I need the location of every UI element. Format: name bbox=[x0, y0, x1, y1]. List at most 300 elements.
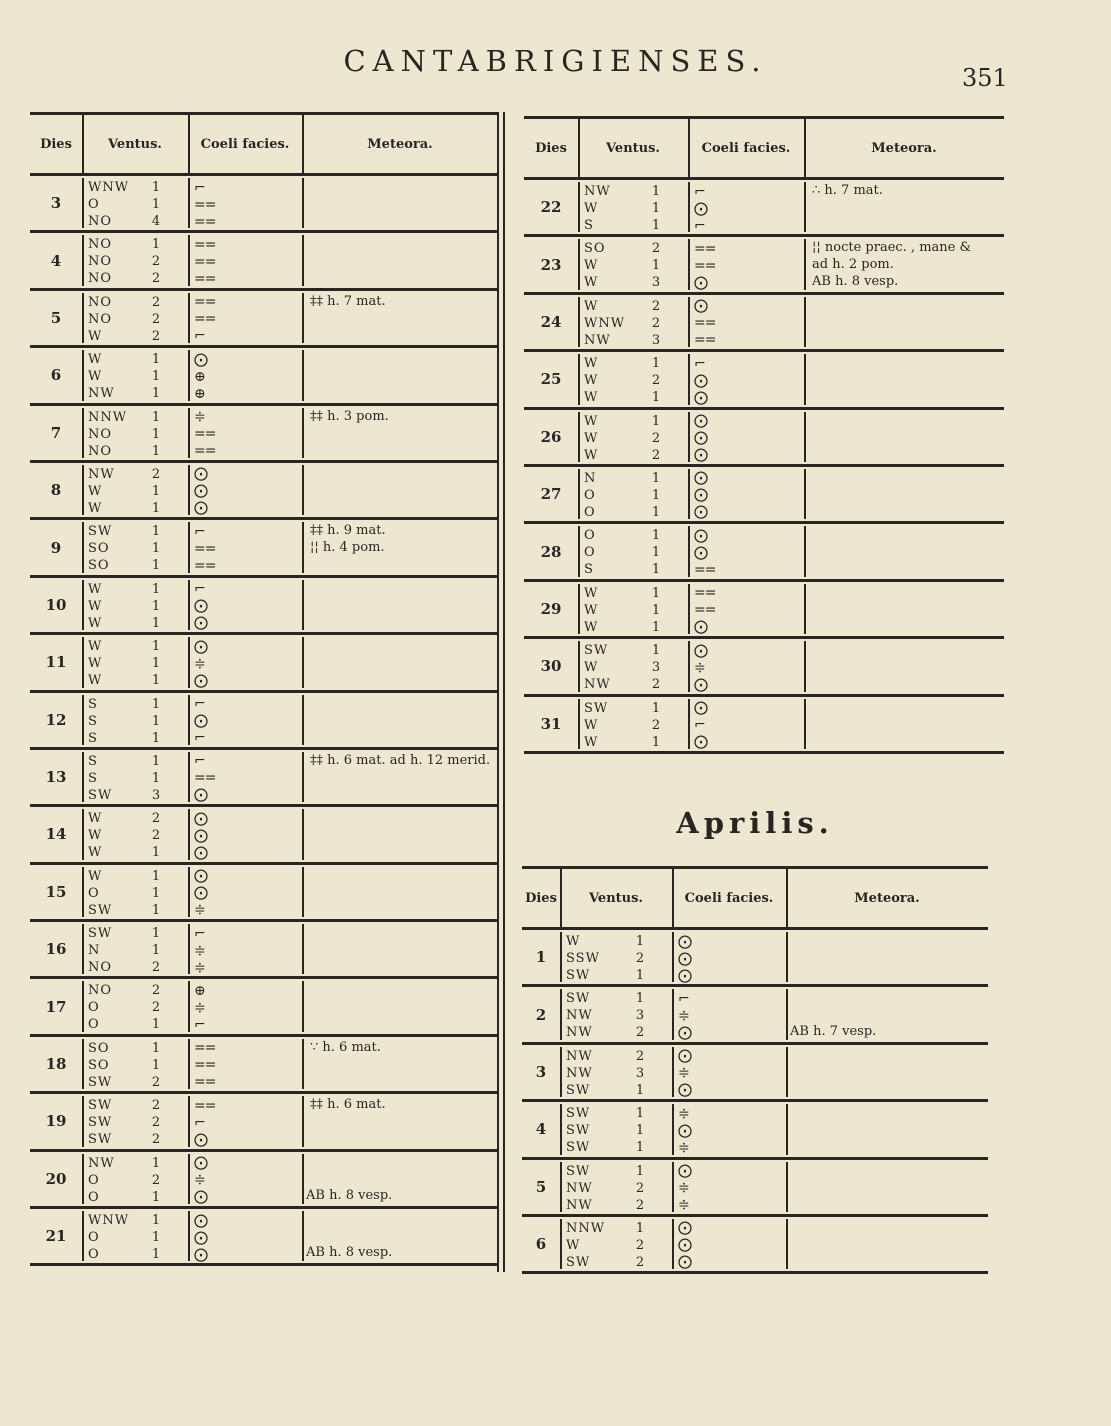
sky-clear-icon: ⨀ bbox=[678, 950, 691, 967]
sky-partly-cloudy-icon: ⌐ bbox=[694, 717, 705, 734]
sky-clear-icon: ⨀ bbox=[678, 1254, 691, 1271]
column-rule bbox=[672, 932, 674, 982]
sky-clear-icon: ⨀ bbox=[194, 787, 207, 804]
day-number: 5 bbox=[50, 308, 62, 327]
wind-force: 1 bbox=[635, 991, 645, 1007]
wind-direction: SW bbox=[88, 1098, 113, 1114]
wind-reading bbox=[88, 730, 184, 747]
header-dies: Dies bbox=[40, 136, 72, 152]
column-rule bbox=[688, 412, 690, 462]
wind-reading bbox=[584, 470, 684, 487]
day-number: 19 bbox=[45, 1112, 67, 1131]
sky-overcast-icon: == bbox=[194, 1074, 216, 1091]
wind-force: 1 bbox=[151, 1189, 161, 1205]
column-rule bbox=[302, 522, 304, 572]
wind-force: 2 bbox=[635, 1025, 645, 1041]
wind-direction: W bbox=[88, 828, 103, 844]
wind-direction: W bbox=[584, 660, 599, 676]
sky-partly-cloudy-icon: ⌐ bbox=[194, 328, 205, 345]
column-rule bbox=[188, 752, 190, 802]
wind-reading bbox=[88, 598, 184, 615]
wind-reading bbox=[88, 466, 184, 483]
wind-force: 2 bbox=[635, 1237, 645, 1253]
wind-direction: W bbox=[88, 500, 103, 516]
wind-reading bbox=[88, 638, 184, 655]
wind-force: 2 bbox=[151, 1172, 161, 1188]
wind-reading bbox=[584, 642, 684, 659]
meteora-note: ∴ h. 7 mat. bbox=[812, 183, 883, 198]
march-table-left bbox=[30, 112, 498, 1266]
wind-reading bbox=[566, 1024, 668, 1041]
wind-force: 1 bbox=[151, 524, 161, 540]
wind-force: 1 bbox=[151, 409, 161, 425]
column-rule bbox=[578, 584, 580, 634]
column-rule bbox=[786, 932, 788, 982]
wind-reading bbox=[584, 257, 684, 274]
wind-force: 1 bbox=[635, 1123, 645, 1139]
wind-force: 1 bbox=[151, 943, 161, 959]
sky-clear-icon: ⨀ bbox=[694, 734, 707, 751]
wind-force: 1 bbox=[151, 197, 161, 212]
sky-partly-cloudy-icon: ⌐ bbox=[194, 730, 205, 747]
wind-reading bbox=[584, 217, 684, 234]
sky-clear-icon: ⨀ bbox=[194, 1212, 207, 1229]
wind-direction: NW bbox=[566, 1065, 593, 1081]
sky-clear-icon: ⨀ bbox=[694, 487, 707, 504]
wind-force: 2 bbox=[151, 271, 161, 287]
column-rule bbox=[188, 637, 190, 687]
wind-reading bbox=[584, 389, 684, 406]
column-rule bbox=[688, 297, 690, 347]
sky-clear-icon: ⨀ bbox=[194, 638, 207, 655]
wind-direction: NW bbox=[88, 386, 115, 402]
sky-clear-icon: ⨀ bbox=[678, 1220, 691, 1237]
wind-force: 1 bbox=[151, 1040, 161, 1056]
column-rule bbox=[82, 867, 84, 917]
wind-reading bbox=[88, 615, 184, 632]
column-rule bbox=[688, 469, 690, 519]
wind-force: 1 bbox=[151, 541, 161, 557]
column-rule bbox=[82, 580, 84, 630]
day-row bbox=[30, 922, 498, 979]
wind-direction: SSW bbox=[566, 951, 600, 966]
wind-direction: W bbox=[584, 298, 599, 314]
wind-direction: W bbox=[88, 328, 103, 344]
wind-reading bbox=[88, 253, 184, 270]
column-rule bbox=[560, 869, 562, 927]
column-rule bbox=[672, 1104, 674, 1154]
wind-direction: W bbox=[566, 1237, 581, 1253]
wind-direction: W bbox=[584, 619, 599, 635]
day-number: 15 bbox=[45, 882, 67, 901]
wind-direction: W bbox=[88, 483, 103, 499]
column-rule bbox=[82, 924, 84, 974]
day-row bbox=[30, 578, 498, 635]
wind-reading bbox=[88, 999, 184, 1016]
wind-reading bbox=[584, 200, 684, 217]
wind-reading bbox=[88, 1097, 184, 1114]
wind-reading bbox=[88, 770, 184, 787]
sky-clouds-icon: ⊕ bbox=[194, 385, 205, 402]
column-rule bbox=[302, 178, 304, 228]
wind-direction: SW bbox=[88, 902, 113, 918]
wind-force: 2 bbox=[151, 1115, 161, 1131]
day-number: 31 bbox=[540, 714, 562, 733]
meteora-note: ∵ h. 6 mat. bbox=[310, 1039, 381, 1055]
sky-cloudy-icon: ≑ bbox=[194, 409, 205, 426]
wind-direction: W bbox=[584, 390, 599, 406]
wind-force: 2 bbox=[151, 983, 161, 999]
wind-reading bbox=[88, 351, 184, 368]
wind-force: 1 bbox=[151, 770, 161, 786]
header-dies: Dies bbox=[535, 140, 567, 156]
meteora-note: AB h. 8 vesp. bbox=[306, 1188, 393, 1204]
day-row bbox=[524, 582, 1004, 639]
column-rule bbox=[578, 182, 580, 232]
sky-clear-icon: ⨀ bbox=[694, 298, 707, 315]
wind-reading bbox=[566, 1065, 668, 1082]
sky-overcast-icon: == bbox=[194, 253, 216, 270]
sky-clear-icon: ⨀ bbox=[194, 713, 207, 730]
wind-direction: SW bbox=[566, 1123, 591, 1139]
column-rule bbox=[188, 350, 190, 400]
sky-clear-icon: ⨀ bbox=[694, 200, 707, 217]
column-rule bbox=[82, 293, 84, 343]
wind-direction: NO bbox=[88, 960, 113, 976]
column-rule bbox=[560, 1047, 562, 1097]
sky-overcast-icon: == bbox=[194, 196, 216, 213]
wind-force: 1 bbox=[151, 926, 161, 942]
wind-force: 2 bbox=[635, 1197, 645, 1213]
wind-reading bbox=[584, 447, 684, 464]
wind-direction: NO bbox=[88, 214, 113, 229]
column-rule bbox=[302, 115, 304, 173]
day-number: 7 bbox=[50, 423, 62, 442]
wind-direction: NO bbox=[88, 443, 113, 459]
day-number: 6 bbox=[50, 366, 62, 385]
column-rule bbox=[82, 178, 84, 228]
wind-reading bbox=[88, 1172, 184, 1189]
wind-reading bbox=[566, 1122, 668, 1139]
day-row bbox=[522, 1045, 988, 1102]
column-rule bbox=[578, 297, 580, 347]
column-rule bbox=[786, 1219, 788, 1269]
sky-clear-icon: ⨀ bbox=[694, 372, 707, 389]
wind-reading bbox=[566, 1197, 668, 1214]
wind-reading bbox=[584, 676, 684, 693]
wind-direction: W bbox=[88, 369, 103, 385]
column-rule bbox=[786, 1162, 788, 1212]
day-number: 14 bbox=[45, 825, 67, 844]
sky-cloudy-icon: ≑ bbox=[194, 942, 205, 959]
wind-force: 1 bbox=[151, 1057, 161, 1073]
column-rule bbox=[188, 580, 190, 630]
column-rule bbox=[578, 239, 580, 289]
sky-clear-icon: ⨀ bbox=[194, 351, 207, 368]
wind-force: 2 bbox=[151, 828, 161, 844]
wind-force: 1 bbox=[151, 1230, 161, 1246]
wind-direction: W bbox=[584, 275, 599, 291]
wind-reading bbox=[88, 1212, 184, 1229]
wind-force: 1 bbox=[151, 868, 161, 884]
sky-partly-cloudy-icon: ⌐ bbox=[678, 990, 689, 1007]
sky-overcast-icon: == bbox=[194, 426, 216, 443]
wind-reading bbox=[566, 933, 668, 950]
column-rule bbox=[82, 695, 84, 745]
wind-force: 1 bbox=[151, 500, 161, 516]
day-row bbox=[524, 352, 1004, 409]
wind-direction: SW bbox=[88, 524, 113, 540]
wind-direction: O bbox=[88, 1017, 100, 1033]
wind-force: 1 bbox=[635, 1106, 645, 1122]
meteora-note: ‡‡ h. 9 mat. ¦¦ h. 4 pom. bbox=[310, 523, 386, 556]
column-rule bbox=[82, 1039, 84, 1089]
wind-reading bbox=[584, 585, 684, 602]
header-coeli: Coeli facies. bbox=[200, 136, 290, 152]
wind-reading bbox=[88, 385, 184, 402]
meteora-note: ‡‡ h. 3 pom. bbox=[310, 408, 389, 424]
column-rule bbox=[82, 350, 84, 400]
meteora-note: ¦¦ nocte praec. , mane & ad h. 2 pom. AB h. 8 vesp. bbox=[812, 240, 972, 290]
wind-direction: W bbox=[584, 717, 599, 733]
sky-overcast-icon: == bbox=[694, 602, 716, 619]
wind-reading bbox=[88, 787, 184, 804]
column-rule bbox=[82, 465, 84, 515]
column-rule bbox=[302, 809, 304, 859]
sky-partly-cloudy-icon: ⌐ bbox=[194, 696, 205, 713]
sky-clear-icon: ⨀ bbox=[194, 1189, 207, 1206]
column-rule bbox=[672, 989, 674, 1039]
wind-direction: W bbox=[88, 845, 103, 861]
wind-direction: NW bbox=[584, 184, 611, 199]
wind-direction: S bbox=[88, 753, 98, 769]
sky-clear-icon: ⨀ bbox=[678, 933, 691, 950]
day-number: 26 bbox=[540, 427, 562, 446]
column-rule bbox=[302, 408, 304, 458]
sky-overcast-icon: == bbox=[694, 585, 716, 602]
wind-force: 1 bbox=[651, 201, 661, 216]
sky-clear-icon: ⨀ bbox=[678, 1163, 691, 1180]
wind-reading bbox=[88, 713, 184, 730]
wind-reading bbox=[88, 1189, 184, 1206]
wind-direction: S bbox=[88, 713, 98, 729]
wind-direction: W bbox=[88, 639, 103, 655]
wind-direction: W bbox=[88, 615, 103, 631]
wind-reading bbox=[88, 213, 184, 230]
wind-force: 1 bbox=[651, 585, 661, 601]
sky-clear-icon: ⨀ bbox=[194, 844, 207, 861]
wind-direction: SW bbox=[566, 1082, 591, 1098]
sky-clear-icon: ⨀ bbox=[694, 430, 707, 447]
day-row bbox=[30, 463, 498, 520]
wind-direction: NW bbox=[88, 1155, 115, 1171]
wind-reading bbox=[88, 1040, 184, 1057]
column-rule bbox=[188, 809, 190, 859]
wind-direction: W bbox=[584, 430, 599, 446]
day-number: 21 bbox=[45, 1227, 67, 1246]
day-row bbox=[524, 180, 1004, 237]
sky-cloudy-icon: ≑ bbox=[694, 659, 705, 676]
sky-overcast-icon: == bbox=[194, 236, 216, 253]
day-row bbox=[30, 406, 498, 463]
wind-direction: SW bbox=[88, 1074, 113, 1090]
column-rule bbox=[302, 637, 304, 687]
wind-reading bbox=[584, 372, 684, 389]
column-rule bbox=[188, 115, 190, 173]
sky-overcast-icon: == bbox=[694, 315, 716, 332]
wind-direction: NO bbox=[88, 271, 113, 287]
wind-force: 1 bbox=[151, 1155, 161, 1171]
wind-reading bbox=[88, 1155, 184, 1172]
day-number: 9 bbox=[50, 538, 62, 557]
page-number: 351 bbox=[962, 64, 1008, 92]
wind-force: 2 bbox=[635, 1254, 645, 1270]
wind-reading bbox=[584, 355, 684, 372]
sky-clear-icon: ⨀ bbox=[194, 1229, 207, 1246]
april-table bbox=[522, 866, 988, 1274]
column-rule bbox=[82, 637, 84, 687]
wind-direction: NO bbox=[88, 983, 113, 999]
day-row bbox=[30, 865, 498, 922]
sky-clear-icon: ⨀ bbox=[694, 504, 707, 521]
meteora-note: ‡‡ h. 6 mat. bbox=[310, 1097, 386, 1113]
wind-reading bbox=[584, 717, 684, 734]
sky-overcast-icon: == bbox=[194, 294, 216, 311]
day-row bbox=[524, 237, 1004, 294]
day-number: 3 bbox=[50, 194, 62, 213]
wind-direction: W bbox=[88, 352, 103, 368]
wind-reading bbox=[88, 196, 184, 213]
wind-direction: O bbox=[88, 1172, 100, 1188]
wind-reading bbox=[566, 1254, 668, 1271]
wind-direction: W bbox=[584, 602, 599, 618]
column-rule bbox=[302, 1211, 304, 1261]
wind-direction: SW bbox=[584, 700, 609, 716]
wind-force: 1 bbox=[151, 1017, 161, 1033]
column-rule bbox=[302, 293, 304, 343]
column-rule bbox=[786, 1104, 788, 1154]
day-row bbox=[524, 295, 1004, 352]
wind-reading bbox=[584, 183, 684, 200]
sky-overcast-icon: == bbox=[194, 540, 216, 557]
wind-force: 1 bbox=[151, 386, 161, 402]
day-row bbox=[30, 1094, 498, 1151]
wind-reading bbox=[88, 753, 184, 770]
column-rule bbox=[804, 182, 806, 232]
wind-reading bbox=[88, 443, 184, 460]
wind-direction: SO bbox=[88, 1040, 110, 1056]
wind-force: 1 bbox=[151, 1247, 161, 1263]
wind-direction: S bbox=[584, 562, 594, 578]
sky-clear-icon: ⨀ bbox=[194, 868, 207, 885]
day-number: 13 bbox=[45, 768, 67, 787]
wind-force: 3 bbox=[635, 1008, 645, 1024]
wind-reading bbox=[88, 311, 184, 328]
wind-direction: W bbox=[88, 673, 103, 689]
sky-overcast-icon: == bbox=[194, 1057, 216, 1074]
wind-direction: NW bbox=[566, 1008, 593, 1024]
wind-force: 3 bbox=[651, 332, 661, 348]
column-rule bbox=[82, 522, 84, 572]
wind-reading bbox=[88, 500, 184, 517]
wind-direction: SW bbox=[566, 1106, 591, 1122]
sky-partly-cloudy-icon: ⌐ bbox=[194, 1016, 205, 1033]
wind-reading bbox=[88, 557, 184, 574]
wind-reading bbox=[88, 982, 184, 999]
wind-direction: O bbox=[88, 1189, 100, 1205]
wind-force: 1 bbox=[635, 1220, 645, 1236]
column-rule bbox=[82, 1154, 84, 1204]
wind-direction: S bbox=[88, 696, 98, 712]
wind-direction: SW bbox=[88, 1115, 113, 1131]
wind-force: 1 bbox=[651, 390, 661, 406]
wind-force: 1 bbox=[651, 470, 661, 486]
wind-force: 3 bbox=[651, 660, 661, 676]
header-coeli: Coeli facies. bbox=[701, 140, 791, 156]
wind-force: 2 bbox=[651, 241, 661, 257]
wind-direction: NW bbox=[584, 677, 611, 693]
column-rule bbox=[578, 699, 580, 749]
day-number: 8 bbox=[50, 481, 62, 500]
column-rule bbox=[188, 1096, 190, 1146]
sky-clear-icon: ⨀ bbox=[694, 676, 707, 693]
wind-direction: SO bbox=[88, 541, 110, 557]
wind-direction: SW bbox=[566, 991, 591, 1007]
wind-direction: NW bbox=[566, 1025, 593, 1041]
sky-overcast-icon: == bbox=[694, 332, 716, 349]
wind-reading bbox=[584, 659, 684, 676]
sky-cloudy-icon: ≑ bbox=[194, 1172, 205, 1189]
wind-reading bbox=[88, 672, 184, 689]
wind-direction: W bbox=[584, 201, 599, 216]
wind-force: 2 bbox=[151, 311, 161, 327]
column-rule bbox=[188, 293, 190, 343]
day-number: 16 bbox=[45, 940, 67, 959]
wind-reading bbox=[584, 734, 684, 751]
sky-clear-icon: ⨀ bbox=[694, 413, 707, 430]
day-row bbox=[522, 930, 988, 987]
day-number: 4 bbox=[535, 1120, 547, 1139]
meteora-note: AB h. 8 vesp. bbox=[306, 1245, 393, 1261]
wind-force: 3 bbox=[651, 275, 661, 291]
column-rule bbox=[804, 297, 806, 347]
wind-reading bbox=[566, 1220, 668, 1237]
sky-clear-icon: ⨀ bbox=[678, 1024, 691, 1041]
wind-reading bbox=[566, 1105, 668, 1122]
wind-reading bbox=[88, 885, 184, 902]
wind-reading bbox=[584, 332, 684, 349]
wind-direction: SW bbox=[584, 643, 609, 659]
sky-clear-icon: ⨀ bbox=[694, 642, 707, 659]
wind-reading bbox=[566, 967, 668, 984]
wind-reading bbox=[584, 298, 684, 315]
wind-reading bbox=[88, 655, 184, 672]
column-rule bbox=[578, 526, 580, 576]
wind-force: 1 bbox=[151, 615, 161, 631]
day-row bbox=[524, 467, 1004, 524]
sky-cloudy-icon: ≑ bbox=[678, 1105, 689, 1122]
wind-force: 2 bbox=[635, 951, 645, 966]
sky-clear-icon: ⨀ bbox=[694, 274, 707, 291]
column-rule bbox=[82, 408, 84, 458]
column-rule bbox=[188, 867, 190, 917]
wind-reading bbox=[88, 925, 184, 942]
wind-direction: O bbox=[584, 528, 596, 544]
wind-reading bbox=[584, 413, 684, 430]
wind-reading bbox=[88, 179, 184, 196]
sky-clear-icon: ⨀ bbox=[194, 483, 207, 500]
day-row bbox=[524, 697, 1004, 754]
